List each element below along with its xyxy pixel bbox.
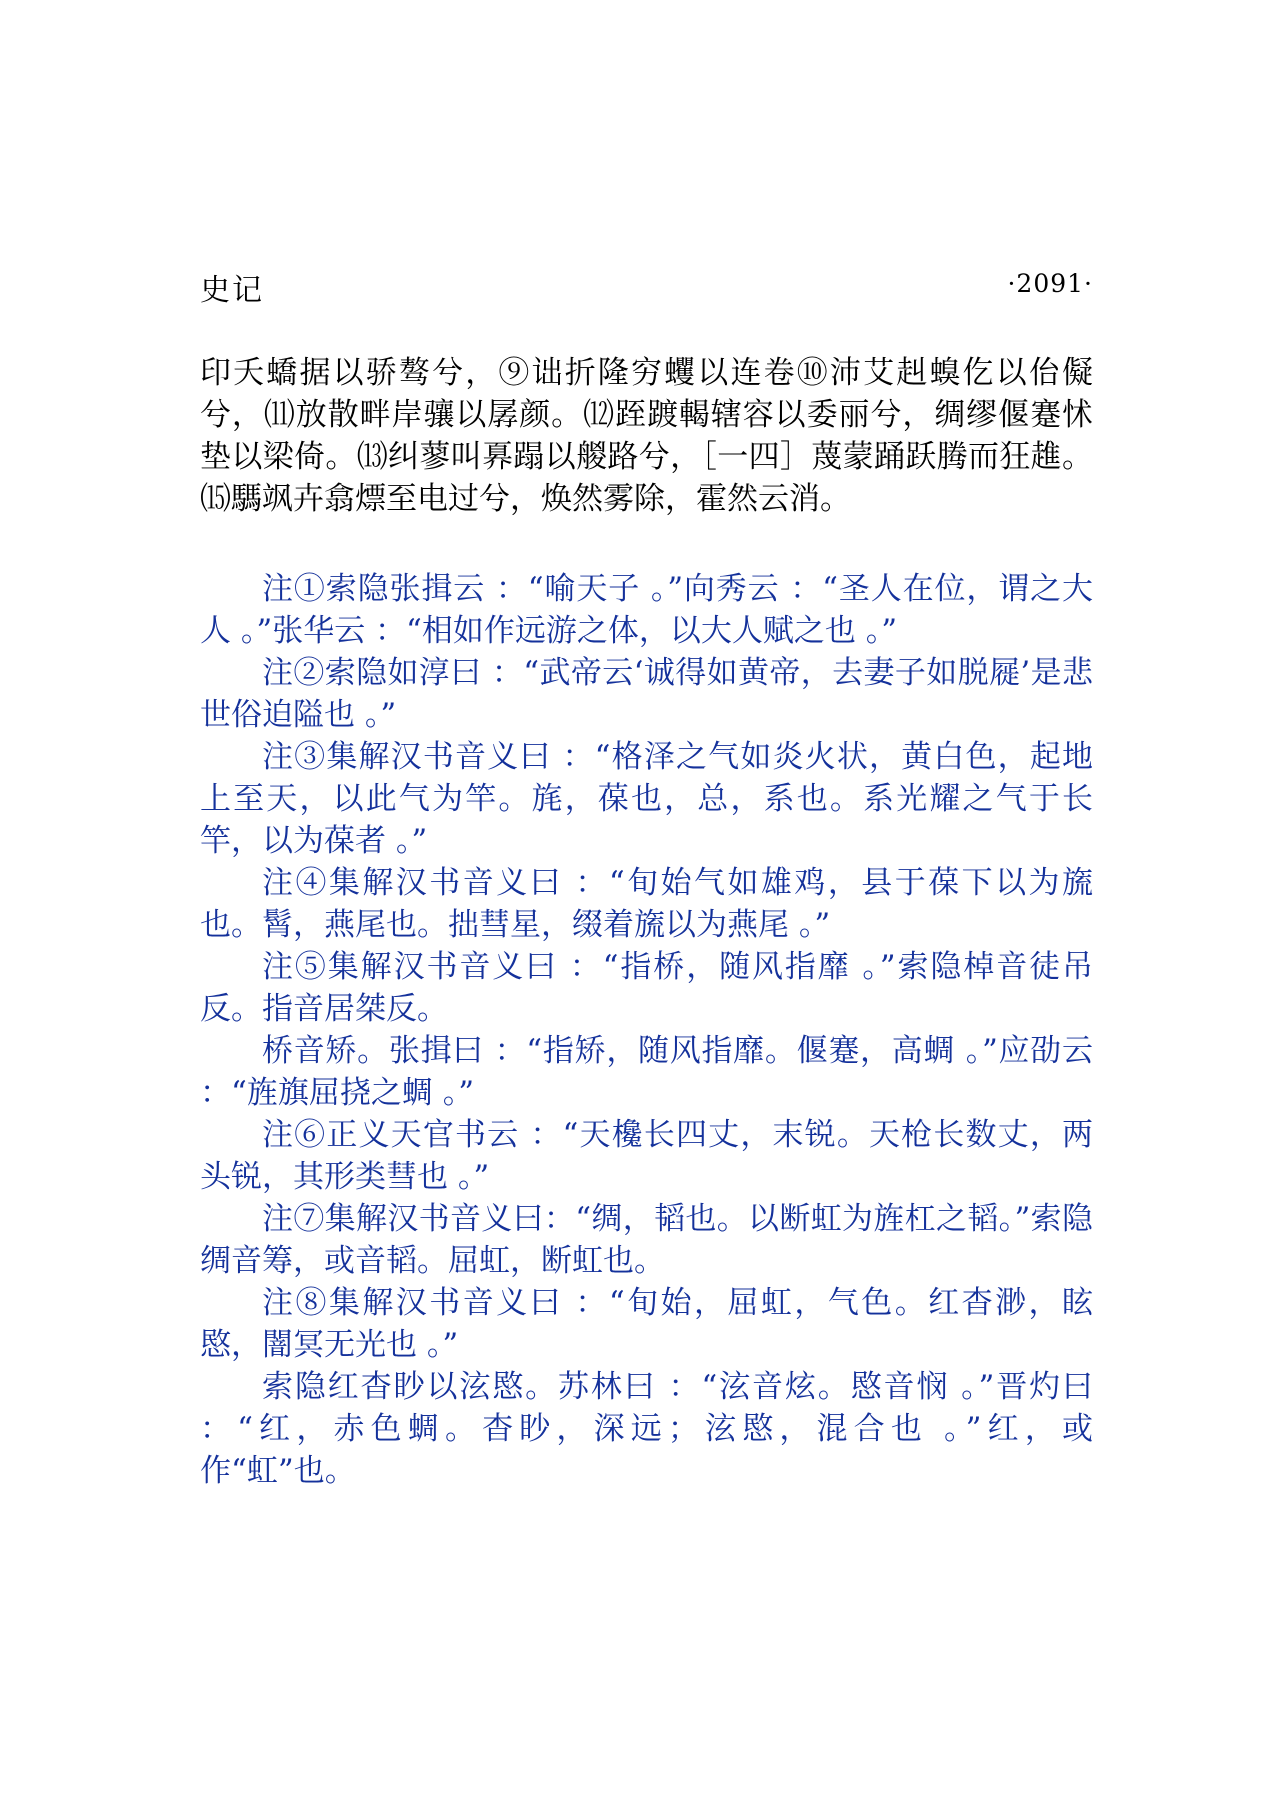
page-number: ·2091· <box>1007 269 1093 298</box>
book-title: 史记 <box>200 273 264 308</box>
note-8-continued: 索隐红杳眇以泫愍。苏林曰 ：“泫音炫。愍音悯 。”晋灼曰 ：“红，赤色蜩。杳眇，深远；泫愍，混合也 。”红，或作“虹”也。 <box>200 1369 1093 1489</box>
note-6: 注⑥正义天官书云 ：“天欃长四丈，末锐。天枪长数丈，两头锐，其形类彗也 。” <box>200 1117 1093 1195</box>
main-text: 印夭蟜据以骄骜兮，⑨诎折隆穷蠼以连卷⑩沛艾赳螑仡以佁儗兮，⑾放散畔岸骧以孱颜。⑿跮踱輵辖容以委丽兮，绸缪偃蹇怵垫以梁倚。⒀纠蓼叫奡蹋以艐路兮，［一四］蔑蒙踊跃腾而狂趡。⒂騳飒卉翕熛至电过兮，焕然雾除，霍然云消。 <box>200 355 1093 517</box>
note-3: 注③集解汉书音义曰 ：“格泽之气如炎火状，黄白色，起地上至天，以此气为竿。旄，葆也，总，系也。系光耀之气于长竿，以为葆者 。” <box>200 739 1093 859</box>
note-5-continued: 桥音矫。张揖曰 ：“指矫，随风指靡。偃蹇，高蜩 。”应劭云 ：“旌旗屈挠之蜩 。” <box>200 1033 1093 1111</box>
note-4: 注④集解汉书音义曰 ：“旬始气如雄鸡，县于葆下以为旒也。髾，燕尾也。拙彗星，缀着旒以为燕尾 。” <box>200 865 1093 943</box>
notes-section <box>200 568 1093 1492</box>
note-8: 注⑧集解汉书音义曰 ：“旬始，屈虹，气色。红杳渺，眩愍，闇冥无光也 。” <box>200 1285 1093 1363</box>
page-header <box>200 265 1093 315</box>
note-5: 注⑤集解汉书音义曰 ：“指桥，随风指靡 。”索隐棹音徒吊反。指音居桀反。 <box>200 949 1093 1027</box>
note-7: 注⑦集解汉书音义曰：“绸，韬也。以断虹为旌杠之韬。”索隐绸音筹，或音韬。屈虹，断虹也。 <box>200 1201 1093 1279</box>
note-2: 注②索隐如淳曰 ：“武帝云‘诚得如黄帝，去妻子如脱屣’是悲世俗迫隘也 。” <box>200 655 1093 733</box>
note-1: 注①索隐张揖云 ：“喻天子 。”向秀云 ：“圣人在位，谓之大人 。”张华云 ：“相如作远游之体，以大人赋之也 。” <box>200 571 1093 649</box>
